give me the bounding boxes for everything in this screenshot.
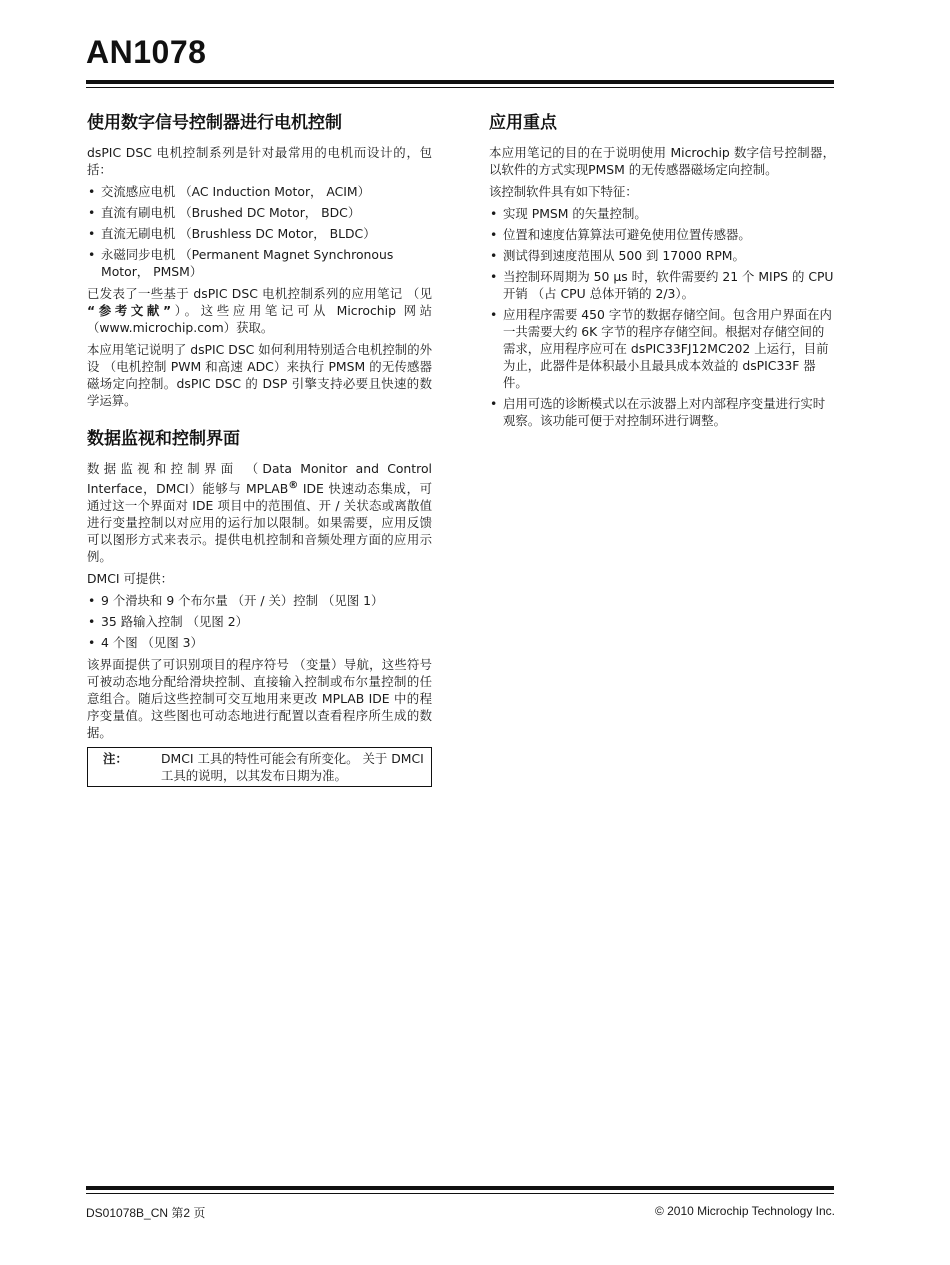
footer-page-number: DS01078B_CN 第2 页	[86, 1206, 206, 1220]
list-item: • 4 个图 （见图 3）	[87, 634, 432, 651]
references-link[interactable]: “参考文献”	[87, 303, 172, 318]
text-span: IDE 快速动态集成，可通过这一个界面对 IDE 项目中的范围值、开 / 关状态或离散值进行变量控制以对应用的运行加以限制。如果需要，应用反馈可以图形方式来表示。提供电机控制和音频处理方面的应用示例。	[87, 481, 432, 565]
purpose-paragraph: 本应用笔记的目的在于说明使用 Microchip 数字信号控制器，以软件的方式实现PMSM 的无传感器磁场定向控制。	[489, 145, 835, 177]
software-feature-list	[489, 205, 835, 429]
app-notes-paragraph	[87, 285, 432, 336]
list-item: • 永磁同步电机 （Permanent Magnet Synchronous Motor， PMSM）	[87, 246, 432, 280]
text-span: 已发表了一些基于 dsPIC DSC 电机控制系列的应用笔记 （见	[87, 286, 432, 301]
list-item: • 直流有刷电机 （Brushed DC Motor， BDC）	[87, 204, 432, 221]
header-rule-thick	[86, 80, 834, 84]
registered-mark: ®	[288, 480, 299, 491]
footer-copyright: © 2010 Microchip Technology Inc.	[654, 1204, 835, 1218]
list-item: • 直流无刷电机 （Brushless DC Motor， BLDC）	[87, 225, 432, 242]
note-label: 注：	[103, 751, 128, 767]
right-column	[489, 112, 835, 434]
document-id: AN1078	[86, 34, 207, 70]
list-item: • 9 个滑块和 9 个布尔量 （开 / 关）控制 （见图 1）	[87, 592, 432, 609]
text-span: ）。这些应用笔记可从 Microchip 网站 （www.microchip.com）获取。	[87, 303, 433, 335]
section-heading-application-focus: 应用重点	[489, 113, 557, 133]
list-item: • 测试得到速度范围从 500 到 17000 RPM。	[489, 247, 835, 264]
left-column	[87, 112, 432, 787]
header-rule-thin	[86, 87, 834, 88]
list-item: • 应用程序需要 450 字节的数据存储空间。包含用户界面在内一共需要大约 6K 字节的程序存储空间。根据对存储空间的需求，应用程序应可在 dsPIC33FJ12MC202 上运行，目前为止，此器件是体积最小且最具成本效益的 dsPIC33F 器件。	[489, 306, 835, 391]
text-span: 数据监视和控制界面 （Data Monitor and Control Interface，DMCI）能够与 MPLAB	[87, 461, 432, 497]
intro-paragraph: dsPIC DSC 电机控制系列是针对最常用的电机而设计的，包括：	[87, 145, 432, 177]
dmci-provides-label: DMCI 可提供：	[87, 571, 174, 587]
list-item: • 实现 PMSM 的矢量控制。	[489, 205, 835, 222]
motor-type-list	[87, 183, 432, 280]
note-box	[87, 747, 432, 787]
list-item: • 当控制环周期为 50 μs 时，软件需要约 21 个 MIPS 的 CPU 开销 （占 CPU 总体开销的 2/3）。	[489, 268, 835, 302]
section-heading-motor-control: 使用数字信号控制器进行电机控制	[87, 113, 342, 133]
note-text: DMCI 工具的特性可能会有所变化。 关于 DMCI 工具的说明，以其发布日期为准。	[161, 751, 424, 784]
list-item: • 交流感应电机 （AC Induction Motor， ACIM）	[87, 183, 432, 200]
symbol-navigation-paragraph: 该界面提供了可识别项目的程序符号 （变量）导航，这些符号可被动态地分配给滑块控制、直接输入控制或布尔量控制的任意组合。随后这些控制可交互地用来更改 MPLAB IDE 中的程序变量值。这些图也可动态地进行配置以查看程序所生成的数据。	[87, 657, 432, 741]
list-item: • 35 路输入控制 （见图 2）	[87, 613, 432, 630]
section-heading-dmci: 数据监视和控制界面	[87, 429, 240, 449]
list-item: • 启用可选的诊断模式以在示波器上对内部程序变量进行实时观察。该功能可便于对控制环进行调整。	[489, 395, 835, 429]
features-intro: 该控制软件具有如下特征：	[489, 184, 638, 199]
dmci-feature-list	[87, 592, 432, 651]
peripherals-paragraph: 本应用笔记说明了 dsPIC DSC 如何利用特别适合电机控制的外设 （电机控制 PWM 和高速 ADC）来执行 PMSM 的无传感器磁场定向控制。dsPIC DSC 的 DSP 引擎支持必要且快速的数学运算。	[87, 342, 432, 408]
footer-rule-thick	[86, 1186, 834, 1190]
footer-rule-thin	[86, 1193, 834, 1194]
list-item: • 位置和速度估算算法可避免使用位置传感器。	[489, 226, 835, 243]
dmci-paragraph	[87, 460, 432, 565]
